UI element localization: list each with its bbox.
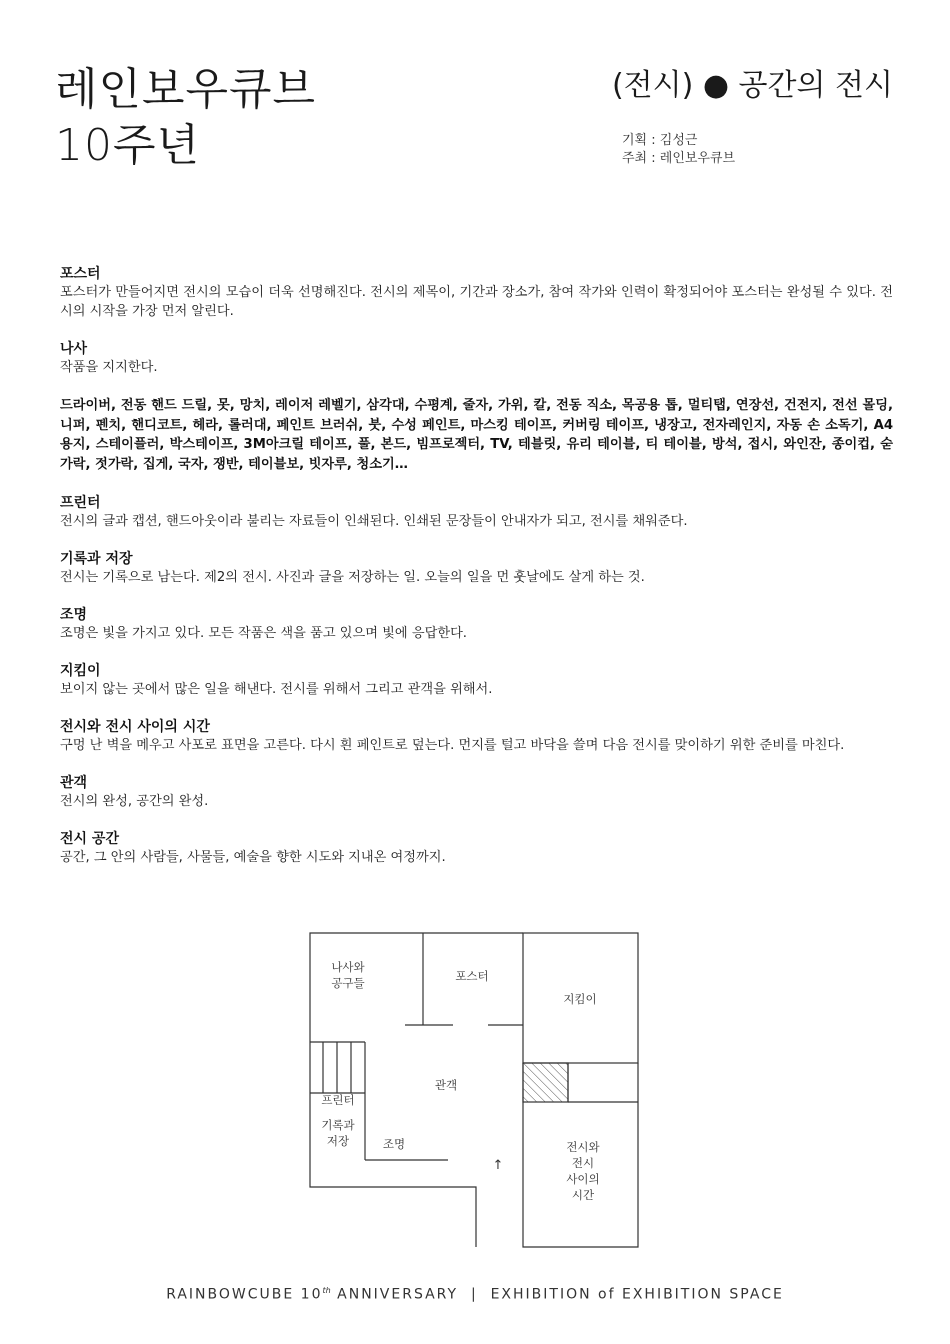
room-label-screws-tools-1: 나사와 — [331, 960, 365, 974]
hatched-area — [523, 1063, 568, 1102]
sections — [60, 265, 893, 886]
room-label-printer: 프린터 — [321, 1093, 355, 1107]
section-body: 포스터가 만들어지면 전시의 모습이 더욱 선명해진다. 전시의 제목이, 기간과 장소가, 참여 작가와 인력이 확정되어야 포스터는 완성될 수 있다. 전시의 시작을 가장 먼저 알린다. — [60, 285, 893, 319]
section-heading: 지킴이 — [60, 663, 101, 679]
room-label-between-1: 전시와 — [566, 1140, 600, 1154]
room-label-between-2: 전시 — [571, 1156, 595, 1170]
footer-text-end: ANNIVERSARY | EXHIBITION of EXHIBITION SPACE — [330, 1286, 784, 1303]
section-body: 작품을 지지한다. — [60, 360, 158, 375]
section-lighting — [60, 606, 893, 643]
credit-curator: 기획 : 김성근 — [622, 133, 698, 148]
credits — [622, 132, 735, 168]
room-label-audience: 관객 — [434, 1078, 458, 1092]
section-heading: 기록과 저장 — [60, 551, 133, 567]
tools-list: 드라이버, 전동 핸드 드릴, 못, 망치, 레이저 레벨기, 삼각대, 수평계, 줄자, 가위, 칼, 전동 직소, 목공용 톱, 멀티탭, 연장선, 건전지, 전선 몰딩, 니퍼, 펜치, 핸디코트, 헤라, 롤러대, 페인트 브러쉬, 붓, 수성 페인트, 마스킹 테이프, 커버링 테이프, 냉장고, 전자레인지, 자동 손 소독기, A4용지, 스테이플러, 박스테이프, 3M아크릴 테이프, 풀, 본드, 빔프로젝터, TV, 테블릿, 유리 테이블, 티 테이블, 방석, 접시, 와인잔, 종이컵, 숟가락, 젓가락, 집게, 국자, 쟁반, 테이블보, 빗자루, 청소기… — [60, 398, 893, 472]
section-heading: 포스터 — [60, 266, 101, 282]
section-heading: 프린터 — [60, 495, 101, 511]
section-audience — [60, 774, 893, 811]
page-title — [55, 62, 316, 174]
section-body: 구멍 난 벽을 메우고 사포로 표면을 고른다. 다시 흰 페인트로 덮는다. 먼지를 털고 바닥을 쓸며 다음 전시를 맞이하기 위한 준비를 마친다. — [60, 738, 845, 753]
section-poster — [60, 265, 893, 321]
room-label-archive-2: 저장 — [326, 1134, 350, 1148]
title-line-1: 레인보우큐브 — [55, 64, 317, 115]
room-label-archive-1: 기록과 — [321, 1118, 355, 1132]
section-between — [60, 718, 893, 755]
room-label-between-4: 시간 — [571, 1188, 595, 1202]
section-heading: 전시와 전시 사이의 시간 — [60, 719, 210, 735]
exhibition-subtitle: (전시) ● 공간의 전시 — [611, 68, 893, 103]
room-label-lighting: 조명 — [382, 1137, 406, 1151]
section-body: 보이지 않는 곳에서 많은 일을 해낸다. 전시를 위해서 그리고 관객을 위해서. — [60, 682, 493, 697]
entrance-arrow-icon: ↑ — [492, 1158, 504, 1173]
footer-superscript: th — [322, 1286, 331, 1295]
room-label-poster: 포스터 — [455, 969, 489, 983]
section-body: 공간, 그 안의 사람들, 사물들, 예술을 향한 시도와 지내온 여정까지. — [60, 850, 446, 865]
section-screws — [60, 340, 893, 377]
section-body: 전시는 기록으로 남는다. 제2의 전시. 사진과 글을 저장하는 일. 오늘의 일을 먼 훗날에도 살게 하는 것. — [60, 570, 645, 585]
title-line-2: 10주년 — [55, 120, 200, 171]
section-guardian — [60, 662, 893, 699]
section-exhibition-space — [60, 830, 893, 867]
section-heading: 조명 — [60, 607, 88, 623]
section-body: 전시의 완성, 공간의 완성. — [60, 794, 209, 809]
credit-host: 주최 : 레인보우큐브 — [622, 151, 736, 166]
section-heading: 전시 공간 — [60, 831, 119, 847]
footer — [0, 1286, 950, 1303]
floor-plan — [300, 925, 650, 1255]
room-label-screws-tools-2: 공구들 — [331, 976, 365, 990]
section-printer — [60, 494, 893, 531]
section-archive — [60, 550, 893, 587]
section-heading: 관객 — [60, 775, 88, 791]
footer-text-start: RAINBOWCUBE 10 — [166, 1286, 323, 1303]
room-label-guardian: 지킴이 — [563, 992, 597, 1006]
section-body: 전시의 글과 캡션, 핸드아웃이라 불리는 자료들이 인쇄된다. 인쇄된 문장들이 안내자가 되고, 전시를 채워준다. — [60, 514, 688, 529]
section-body: 조명은 빛을 가지고 있다. 모든 작품은 색을 품고 있으며 빛에 응답한다. — [60, 626, 467, 641]
room-label-between-3: 사이의 — [566, 1172, 600, 1186]
section-heading: 나사 — [60, 341, 88, 357]
